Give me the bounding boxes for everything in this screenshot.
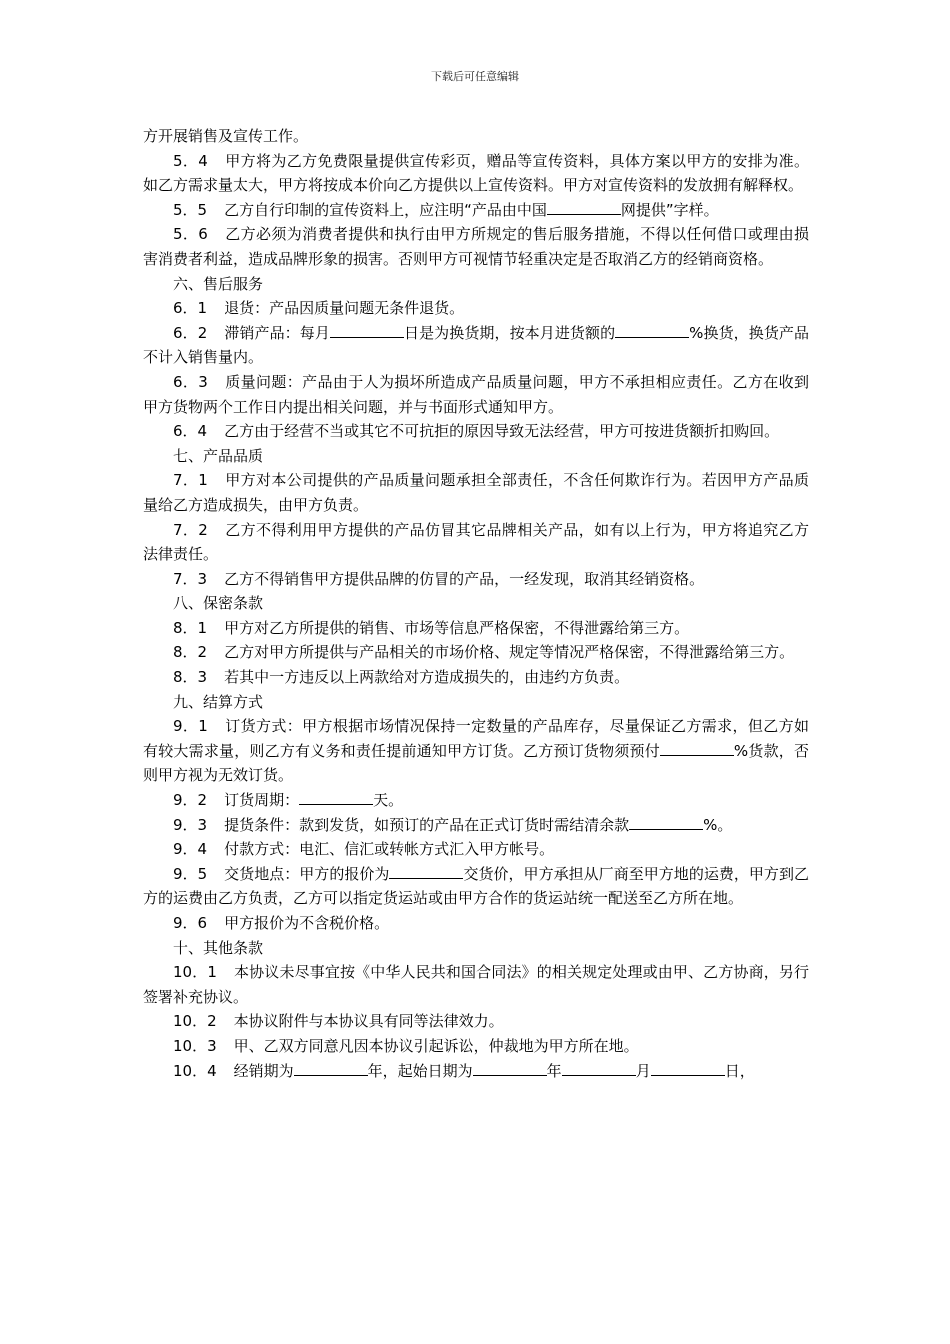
clause-text: 天。 (373, 791, 404, 810)
clause-number: 8．1 (173, 618, 208, 637)
fill-blank[interactable] (299, 788, 373, 805)
clause-number: 10．1 (173, 963, 217, 982)
section-heading (143, 690, 809, 715)
clause-10-1 (143, 960, 809, 1009)
clause-text: %货款，否则甲方视为无效订货。 (143, 741, 809, 785)
clause-number: 10．4 (173, 1061, 217, 1080)
clause-number: 10．3 (173, 1036, 217, 1055)
section-heading-text: 八、保密条款 (173, 594, 264, 613)
clause-text: 甲方对本公司提供的产品质量问题承担全部责任，不含任何欺诈行为。若因甲方产品质量给乙方造成损失，由甲方负责。 (143, 471, 809, 514)
section-heading-text: 七、产品品质 (173, 446, 264, 465)
clause-5-4 (143, 149, 809, 198)
clause-8-2 (143, 640, 809, 665)
clause-text: 本协议附件与本协议具有同等法律效力。 (233, 1012, 504, 1031)
clause-number: 6．2 (173, 323, 208, 342)
clause-text: 订货周期： (224, 791, 300, 810)
clause-number: 6．3 (173, 372, 208, 391)
section-heading (143, 444, 809, 469)
clause-6-3 (143, 370, 809, 419)
clause-text: 滞销产品：每月 (224, 323, 330, 342)
clause-text: 乙方不得利用甲方提供的产品仿冒其它品牌相关产品，如有以上行为，甲方将追究乙方法律责任。 (143, 520, 809, 564)
clause-text: 交货地点：甲方的报价为 (224, 864, 390, 883)
fill-blank[interactable] (562, 1059, 636, 1076)
clause-9-6 (143, 911, 809, 936)
clause-number: 9．1 (173, 717, 208, 736)
clause-number: 9．3 (173, 815, 208, 834)
clause-text: 甲、乙双方同意凡因本协议引起诉讼，仲裁地为甲方所在地。 (233, 1036, 639, 1055)
clause-text: 订货方式：甲方根据市场情况保持一定数量的产品库存，尽量保证乙方需求，但乙方如有较大需求量，则乙方有义务和责任提前通知甲方订货。乙方预订货物须预付 (143, 717, 809, 760)
fill-blank[interactable] (660, 739, 688, 756)
clause-9-5 (143, 862, 809, 911)
clause-5-5 (143, 198, 809, 223)
clause-number: 9．4 (173, 840, 208, 859)
clause-text: %换货，换货产品不计入销售量内。 (143, 323, 809, 367)
clause-number: 7．3 (173, 569, 208, 588)
clause-text: 交货价，甲方承担从厂商至甲方地的运费，甲方到乙方的运费由乙方负责，乙方可以指定货运站或由甲方合作的货运站统一配送至乙方所在地。 (143, 864, 809, 908)
section-heading-text: 九、结算方式 (173, 692, 264, 711)
clause-10-4 (143, 1059, 809, 1084)
clause-text: 乙方必须为消费者提供和执行由甲方所规定的售后服务措施，不得以任何借口或理由损害消费者利益，造成品牌形象的损害。否则甲方可视情节轻重决定是否取消乙方的经销商资格。 (143, 225, 809, 268)
clause-text: 若其中一方违反以上两款给对方造成损失的，由违约方负责。 (224, 668, 630, 687)
clause-6-1 (143, 296, 809, 321)
fill-blank[interactable] (688, 739, 734, 756)
clause-text: 本协议未尽事宜按《中华人民共和国合同法》的相关规定处理或由甲、乙方协商，另行签署补充协议。 (143, 963, 809, 1006)
fill-blank[interactable] (615, 321, 689, 338)
clause-number: 7．2 (173, 520, 208, 539)
fill-blank[interactable] (330, 321, 404, 338)
fill-blank[interactable] (547, 198, 621, 215)
clause-number: 9．5 (173, 864, 208, 883)
section-heading (143, 591, 809, 616)
clause-7-1 (143, 468, 809, 517)
clause-text: 乙方自行印制的宣传资料上，应注明“产品由中国 (224, 200, 547, 219)
clause-number: 8．3 (173, 668, 208, 687)
clause-text: 经销期为 (233, 1061, 294, 1080)
clause-text: 日是为换货期，按本月进货额的 (403, 323, 616, 342)
clause-number: 8．2 (173, 643, 208, 662)
clause-9-2 (143, 788, 809, 813)
clause-8-1 (143, 616, 809, 641)
clause-5-6 (143, 222, 809, 271)
clause-text: 年 (546, 1061, 562, 1080)
clause-number: 9．6 (173, 914, 208, 932)
paragraph-text: 方开展销售及宣传工作。 (143, 127, 309, 145)
clause-text: 月 (635, 1061, 651, 1080)
clause-number: 7．1 (173, 471, 208, 490)
fill-blank[interactable] (294, 1059, 368, 1076)
clause-text: 退货：产品因质量问题无条件退货。 (224, 299, 465, 318)
clause-9-4 (143, 837, 809, 862)
fill-blank[interactable] (473, 1059, 547, 1076)
clause-text: 乙方由于经营不当或其它不可抗拒的原因导致无法经营，甲方可按进货额折扣购回。 (224, 422, 780, 441)
clause-number: 6．4 (173, 422, 208, 441)
clause-7-2 (143, 518, 809, 567)
clause-number: 5．6 (173, 225, 208, 244)
clause-9-3 (143, 813, 809, 838)
section-heading-text: 六、售后服务 (173, 274, 264, 293)
clause-9-1 (143, 714, 809, 788)
clause-text: 网提供”字样。 (620, 200, 719, 219)
fill-blank[interactable] (389, 862, 463, 879)
section-heading (143, 936, 809, 961)
page-header: 下载后可任意编辑 (431, 70, 519, 83)
clause-text: 日， (724, 1061, 755, 1080)
clause-10-3 (143, 1034, 809, 1059)
clause-text: 年，起始日期为 (367, 1061, 473, 1080)
clause-6-2 (143, 321, 809, 370)
clause-text: 乙方不得销售甲方提供品牌的仿冒的产品，一经发现，取消其经销资格。 (224, 569, 705, 588)
section-heading-text: 十、其他条款 (173, 938, 264, 957)
fill-blank[interactable] (629, 813, 703, 830)
clause-7-3 (143, 567, 809, 592)
clause-text: 甲方报价为不含税价格。 (224, 914, 390, 932)
document-body (143, 124, 809, 1083)
clause-10-2 (143, 1009, 809, 1034)
clause-text: 乙方对甲方所提供与产品相关的市场价格、规定等情况严格保密，不得泄露给第三方。 (224, 643, 795, 662)
clause-number: 10．2 (173, 1012, 217, 1031)
clause-text: %。 (703, 815, 733, 834)
clause-number: 9．2 (173, 791, 208, 810)
clause-text: 甲方将为乙方免费限量提供宣传彩页，赠品等宣传资料，具体方案以甲方的安排为准。如乙方需求量太大，甲方将按成本价向乙方提供以上宣传资料。甲方对宣传资料的发放拥有解释权。 (143, 151, 809, 195)
clause-number: 6．1 (173, 299, 208, 318)
clause-number: 5．4 (173, 151, 208, 170)
fill-blank[interactable] (651, 1059, 725, 1076)
clause-6-4 (143, 419, 809, 444)
clause-text: 甲方对乙方所提供的销售、市场等信息严格保密，不得泄露给第三方。 (224, 618, 690, 637)
clause-text: 付款方式：电汇、信汇或转帐方式汇入甲方帐号。 (224, 840, 555, 859)
clause-8-3 (143, 665, 809, 690)
clause-text: 提货条件：款到发货，如预订的产品在正式订货时需结清余款 (224, 815, 630, 834)
paragraph (143, 124, 809, 149)
clause-number: 5．5 (173, 200, 208, 219)
clause-text: 质量问题：产品由于人为损坏所造成产品质量问题，甲方不承担相应责任。乙方在收到甲方货物两个工作日内提出相关问题，并与书面形式通知甲方。 (143, 372, 809, 416)
section-heading (143, 272, 809, 297)
